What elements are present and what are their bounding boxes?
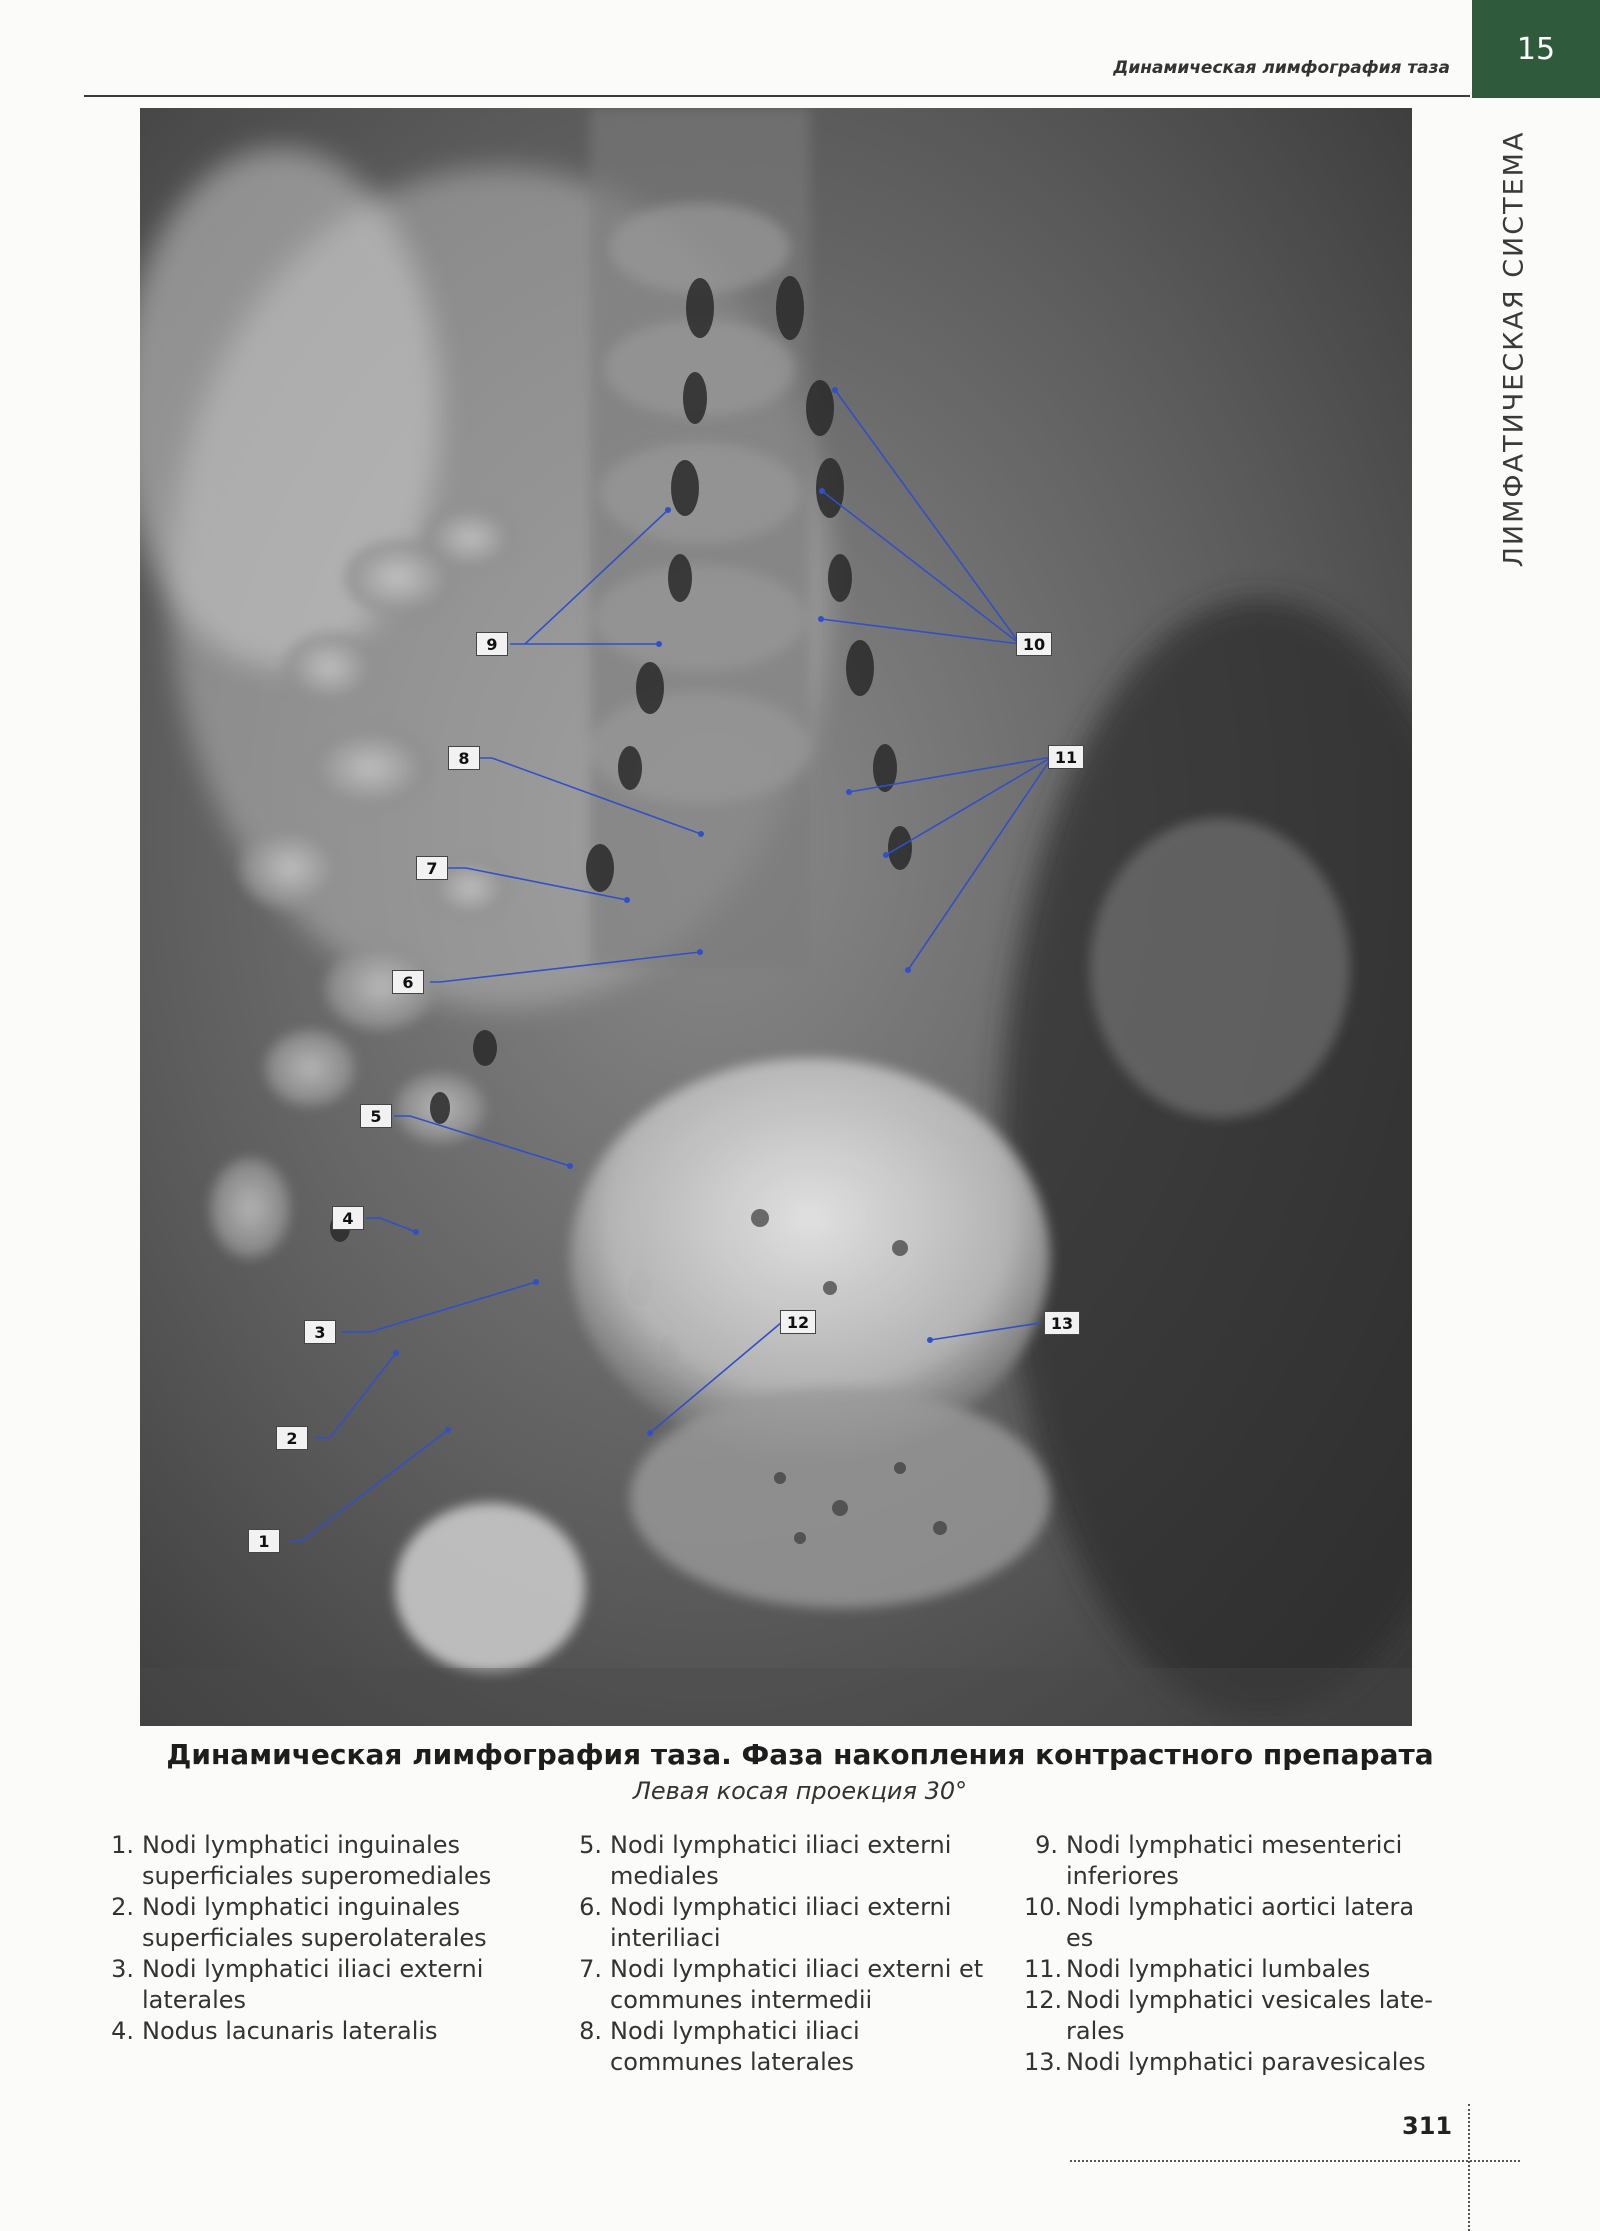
callout-2: 2	[276, 1426, 308, 1450]
legend-item	[1024, 2047, 1444, 2078]
legend-item	[1024, 1892, 1444, 1954]
running-title: Динамическая лимфография таза	[1113, 58, 1450, 78]
legend-item	[1024, 1985, 1444, 2047]
legend-text: Nodi lymphatici vesicales late-rales	[1066, 1986, 1433, 2045]
radiograph-image	[140, 108, 1412, 1726]
legend-text: Nodi lymphatici iliaci externi laterales	[142, 1955, 484, 2014]
legend-number: 13.	[1024, 2048, 1063, 2076]
callout-7: 7	[416, 856, 448, 880]
legend-column-1	[100, 1830, 500, 2047]
footer-dotted-marker	[1468, 2104, 1470, 2231]
legend-number: 1.	[111, 1831, 134, 1859]
legend-item	[100, 1954, 500, 2016]
header-rule	[84, 95, 1470, 97]
legend-number: 9.	[1035, 1831, 1058, 1859]
legend-text: Nodi lymphatici inguinales superficiales superolaterales	[142, 1893, 487, 1952]
legend-text: Nodi lymphatici inguinales superficiales superomediales	[142, 1831, 492, 1890]
callout-10: 10	[1016, 632, 1052, 656]
legend-item	[568, 2016, 988, 2078]
figure-caption-subtitle: Левая косая проекция 30°	[632, 1777, 968, 1805]
legend-item	[100, 2016, 500, 2047]
callout-3: 3	[304, 1320, 336, 1344]
legend-item	[568, 1954, 988, 2016]
callout-6: 6	[392, 970, 424, 994]
legend-text: Nodi lymphatici iliaci externi et communes intermedii	[610, 1955, 984, 2014]
callout-4: 4	[332, 1206, 364, 1230]
callout-8: 8	[448, 746, 480, 770]
callout-5: 5	[360, 1104, 392, 1128]
legend-item	[568, 1892, 988, 1954]
page-number: 311	[1402, 2112, 1453, 2140]
legend-number: 3.	[111, 1955, 134, 1983]
figure-caption-title: Динамическая лимфография таза. Фаза накопления контрастного препарата	[166, 1738, 1434, 1771]
legend-text: Nodi lymphatici iliaci externi interiliaci	[610, 1893, 952, 1952]
legend-number: 12.	[1024, 1986, 1063, 2014]
legend-item	[100, 1892, 500, 1954]
legend-column-2	[568, 1830, 988, 2078]
chapter-number-tab: 15	[1472, 0, 1600, 98]
legend-item	[100, 1830, 500, 1892]
legend-number: 6.	[579, 1893, 602, 1921]
legend-number: 4.	[111, 2017, 134, 2045]
callout-13: 13	[1044, 1311, 1080, 1335]
callout-1: 1	[248, 1529, 280, 1553]
legend-text: Nodi lymphatici iliaci communes laterales	[610, 2017, 860, 2076]
legend-number: 8.	[579, 2017, 602, 2045]
callout-12: 12	[780, 1310, 816, 1334]
legend-text: Nodi lymphatici lumbales	[1066, 1955, 1371, 1983]
legend-text: Nodus lacunaris lateralis	[142, 2017, 438, 2045]
legend-text: Nodi lymphatici aortici latera es	[1066, 1893, 1415, 1952]
section-label-text: ЛИМФАТИЧЕСКАЯ СИСТЕМА	[1498, 130, 1530, 568]
section-label	[1484, 104, 1544, 594]
radiograph-figure	[140, 108, 1412, 1726]
legend-text: Nodi lymphatici paravesicales	[1066, 2048, 1426, 2076]
legend-column-3	[1024, 1830, 1444, 2078]
legend-text: Nodi lymphatici mesenterici inferiores	[1066, 1831, 1403, 1890]
legend-number: 7.	[579, 1955, 602, 1983]
legend-number: 11.	[1024, 1955, 1063, 1983]
callout-9: 9	[476, 632, 508, 656]
legend-number: 10.	[1024, 1893, 1063, 1921]
legend-text: Nodi lymphatici iliaci externi mediales	[610, 1831, 952, 1890]
legend-number: 5.	[579, 1831, 602, 1859]
legend-item	[1024, 1830, 1444, 1892]
legend-number: 2.	[111, 1893, 134, 1921]
callout-11: 11	[1048, 745, 1084, 769]
footer-dotted-rule	[1070, 2160, 1520, 2162]
legend-item	[1024, 1954, 1444, 1985]
legend-item	[568, 1830, 988, 1892]
